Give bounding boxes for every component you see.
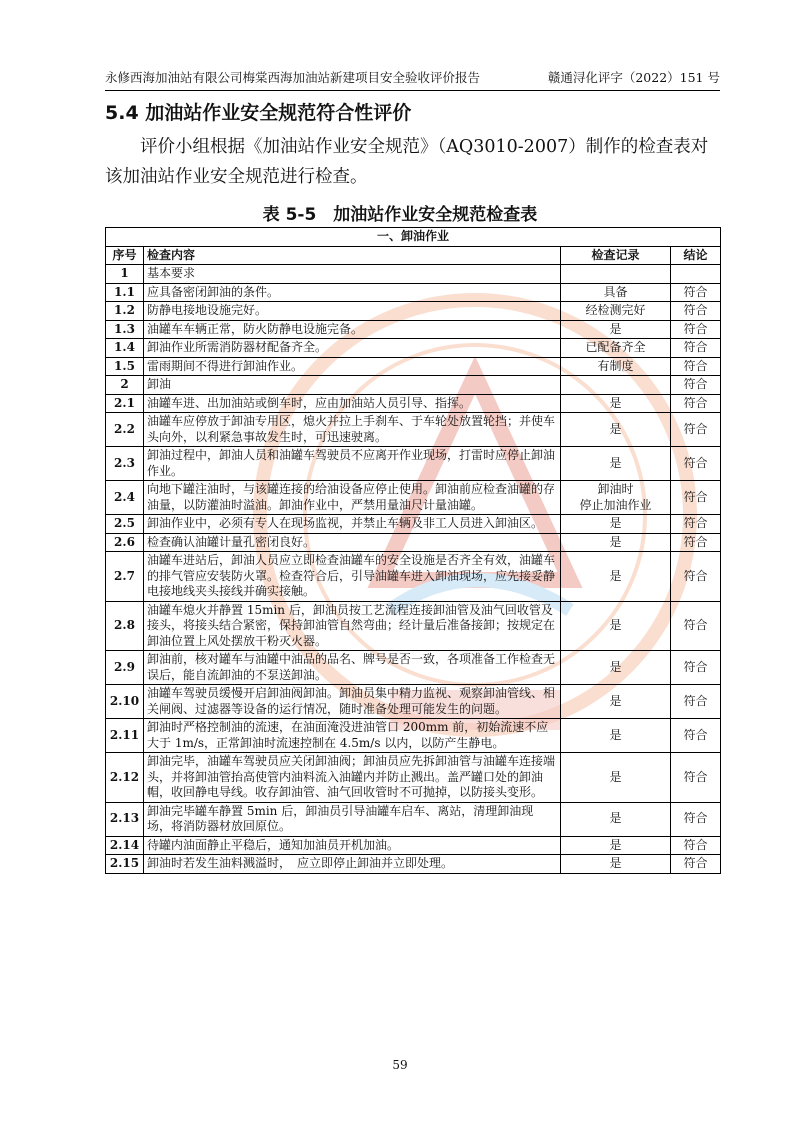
row-number: 1.4 (106, 339, 144, 358)
row-record: 是 (561, 651, 671, 685)
row-record: 已配备齐全 (561, 339, 671, 358)
table-header-row (106, 246, 721, 265)
row-number: 1.3 (106, 320, 144, 339)
row-content: 基本要求 (144, 265, 561, 284)
header-report-title: 永修西海加油站有限公司梅棠西海加油站新建项目安全验收评价报告 (105, 70, 481, 85)
table-row (106, 394, 721, 413)
row-number: 1.1 (106, 283, 144, 302)
row-content: 卸油时若发生油料溅溢时， 应立即停止卸油并立即处理。 (144, 855, 561, 874)
row-record: 经检测完好 (561, 302, 671, 321)
table-row (106, 376, 721, 395)
row-conclusion (671, 265, 721, 284)
row-conclusion: 符合 (671, 481, 721, 515)
row-conclusion: 符合 (671, 376, 721, 395)
row-content: 卸油完毕，油罐车驾驶员应关闭卸油阀；卸油员应先拆卸油管与油罐车连接端头，并将卸油管抬高使管内油料流入油罐内并防止溅出。盖严罐口处的卸油帽，收回静电导线。收存卸油管、油气回收管时不可抛掉，以防接头变形。 (144, 753, 561, 803)
row-record: 是 (561, 320, 671, 339)
row-number: 2.15 (106, 855, 144, 874)
row-number: 2.8 (106, 601, 144, 651)
row-number: 1 (106, 265, 144, 284)
row-conclusion: 符合 (671, 413, 721, 447)
header-content: 检查内容 (144, 246, 561, 265)
table-row (106, 357, 721, 376)
table-row (106, 855, 721, 874)
row-conclusion: 符合 (671, 836, 721, 855)
row-number: 1.2 (106, 302, 144, 321)
row-conclusion: 符合 (671, 357, 721, 376)
row-number: 2.4 (106, 481, 144, 515)
row-conclusion: 符合 (671, 533, 721, 552)
row-conclusion: 符合 (671, 719, 721, 753)
row-conclusion: 符合 (671, 320, 721, 339)
row-content: 油罐车进站后，卸油人员应立即检查油罐车的安全设施是否齐全有效，油罐车的排气管应安装防火罩。检查符合后，引导油罐车进入卸油现场，应先接妥静电接地线夹头接线并确实接触。 (144, 552, 561, 602)
table-row (106, 515, 721, 534)
row-number: 2.2 (106, 413, 144, 447)
table-section-row (106, 228, 721, 247)
table-row (106, 302, 721, 321)
row-record: 是 (561, 685, 671, 719)
row-number: 2.6 (106, 533, 144, 552)
row-record (561, 376, 671, 395)
header-report-number: 赣通浔化评字（2022）151 号 (547, 70, 720, 85)
header-conclusion: 结论 (671, 246, 721, 265)
header-record: 检查记录 (561, 246, 671, 265)
page-number: 59 (392, 1058, 408, 1072)
row-content: 油罐车车辆正常，防火防静电设施完备。 (144, 320, 561, 339)
table-row (106, 836, 721, 855)
table-row (106, 802, 721, 836)
row-content: 应具备密闭卸油的条件。 (144, 283, 561, 302)
table-row (106, 265, 721, 284)
table-row (106, 339, 721, 358)
row-content: 检查确认油罐计量孔密闭良好。 (144, 533, 561, 552)
row-content: 卸油过程中，卸油人员和油罐车驾驶员不应离开作业现场，打雷时应停止卸油作业。 (144, 447, 561, 481)
row-content: 卸油 (144, 376, 561, 395)
row-content: 油罐车进、出加油站或倒车时，应由加油站人员引导、指挥。 (144, 394, 561, 413)
row-content: 卸油前，核对罐车与油罐中油品的品名、牌号是否一致，各项准备工作检查无误后，能自流卸油的不泵送卸油。 (144, 651, 561, 685)
row-record: 具备 (561, 283, 671, 302)
row-record: 是 (561, 533, 671, 552)
row-content: 油罐车熄火并静置 15min 后，卸油员按工艺流程连接卸油管及油气回收管及接头，将接头结合紧密，保持卸油管自然弯曲；经计量后准备接卸；按规定在卸油位置上风处摆放干粉灭火器。 (144, 601, 561, 651)
row-record: 有制度 (561, 357, 671, 376)
row-content: 待罐内油面静止平稳后，通知加油员开机加油。 (144, 836, 561, 855)
row-content: 卸油作业中，必须有专人在现场监视，并禁止车辆及非工人员进入卸油区。 (144, 515, 561, 534)
table-row (106, 533, 721, 552)
row-conclusion: 符合 (671, 552, 721, 602)
row-conclusion: 符合 (671, 515, 721, 534)
row-record: 卸油时 停止加油作业 (561, 481, 671, 515)
row-content: 防静电接地设施完好。 (144, 302, 561, 321)
row-number: 2.1 (106, 394, 144, 413)
row-number: 2.14 (106, 836, 144, 855)
row-conclusion: 符合 (671, 601, 721, 651)
table-row (106, 719, 721, 753)
table-row (106, 552, 721, 602)
row-conclusion: 符合 (671, 302, 721, 321)
row-content: 油罐车应停放于卸油专用区，熄火并拉上手刹车、于车轮处放置轮挡；并使车头向外，以利紧急事故发生时，可迅速驶离。 (144, 413, 561, 447)
row-content: 油罐车驾驶员缓慢开启卸油阀卸油。卸油员集中精力监视、观察卸油管线、相关闸阀、过滤器等设备的运行情况，随时准备处理可能发生的问题。 (144, 685, 561, 719)
row-conclusion: 符合 (671, 339, 721, 358)
row-number: 2.13 (106, 802, 144, 836)
row-record: 是 (561, 601, 671, 651)
row-content: 雷雨期间不得进行卸油作业。 (144, 357, 561, 376)
table-row (106, 283, 721, 302)
table-row (106, 753, 721, 803)
row-conclusion: 符合 (671, 685, 721, 719)
row-record: 是 (561, 802, 671, 836)
row-conclusion: 符合 (671, 855, 721, 874)
table-row (106, 601, 721, 651)
row-number: 1.5 (106, 357, 144, 376)
row-conclusion: 符合 (671, 394, 721, 413)
row-number: 2.7 (106, 552, 144, 602)
row-conclusion: 符合 (671, 802, 721, 836)
page-header (105, 68, 720, 91)
row-record: 是 (561, 394, 671, 413)
row-number: 2.11 (106, 719, 144, 753)
table-row (106, 651, 721, 685)
row-record: 是 (561, 447, 671, 481)
table-row (106, 481, 721, 515)
row-record: 是 (561, 552, 671, 602)
inspection-table (105, 227, 721, 874)
row-record: 是 (561, 836, 671, 855)
row-number: 2.3 (106, 447, 144, 481)
row-record: 是 (561, 515, 671, 534)
row-number: 2.5 (106, 515, 144, 534)
table-row (106, 413, 721, 447)
row-conclusion: 符合 (671, 447, 721, 481)
row-number: 2.9 (106, 651, 144, 685)
section-title: 5.4 加油站作业安全规范符合性评价 (105, 102, 412, 124)
row-number: 2.12 (106, 753, 144, 803)
row-content: 卸油完毕罐车静置 5min 后，卸油员引导油罐车启车、离站，清理卸油现场，将消防器材放回原位。 (144, 802, 561, 836)
table-row (106, 447, 721, 481)
row-record: 是 (561, 719, 671, 753)
row-content: 向地下罐注油时，与该罐连接的给油设备应停止使用。卸油前应检查油罐的存油量，以防灌油时溢油。卸油作业中，严禁用量油尺计量油罐。 (144, 481, 561, 515)
row-content: 卸油时严格控制油的流速，在油面淹没进油管口 200mm 前，初始流速不应大于 1m/s，正常卸油时流速控制在 4.5m/s 以内，以防产生静电。 (144, 719, 561, 753)
row-conclusion: 符合 (671, 283, 721, 302)
row-record (561, 265, 671, 284)
row-number: 2 (106, 376, 144, 395)
table-row (106, 685, 721, 719)
row-record: 是 (561, 855, 671, 874)
row-record: 是 (561, 753, 671, 803)
section-heading: 一、卸油作业 (106, 228, 721, 247)
row-conclusion: 符合 (671, 651, 721, 685)
row-content: 卸油作业所需消防器材配备齐全。 (144, 339, 561, 358)
row-conclusion: 符合 (671, 753, 721, 803)
table-row (106, 320, 721, 339)
header-no: 序号 (106, 246, 144, 265)
table-title: 表 5-5 加油站作业安全规范检查表 (262, 205, 538, 225)
row-number: 2.10 (106, 685, 144, 719)
row-record: 是 (561, 413, 671, 447)
intro-paragraph: 评价小组根据《加油站作业安全规范》（AQ3010-2007）制作的检查表对该加油站作业安全规范进行检查。 (105, 137, 709, 187)
